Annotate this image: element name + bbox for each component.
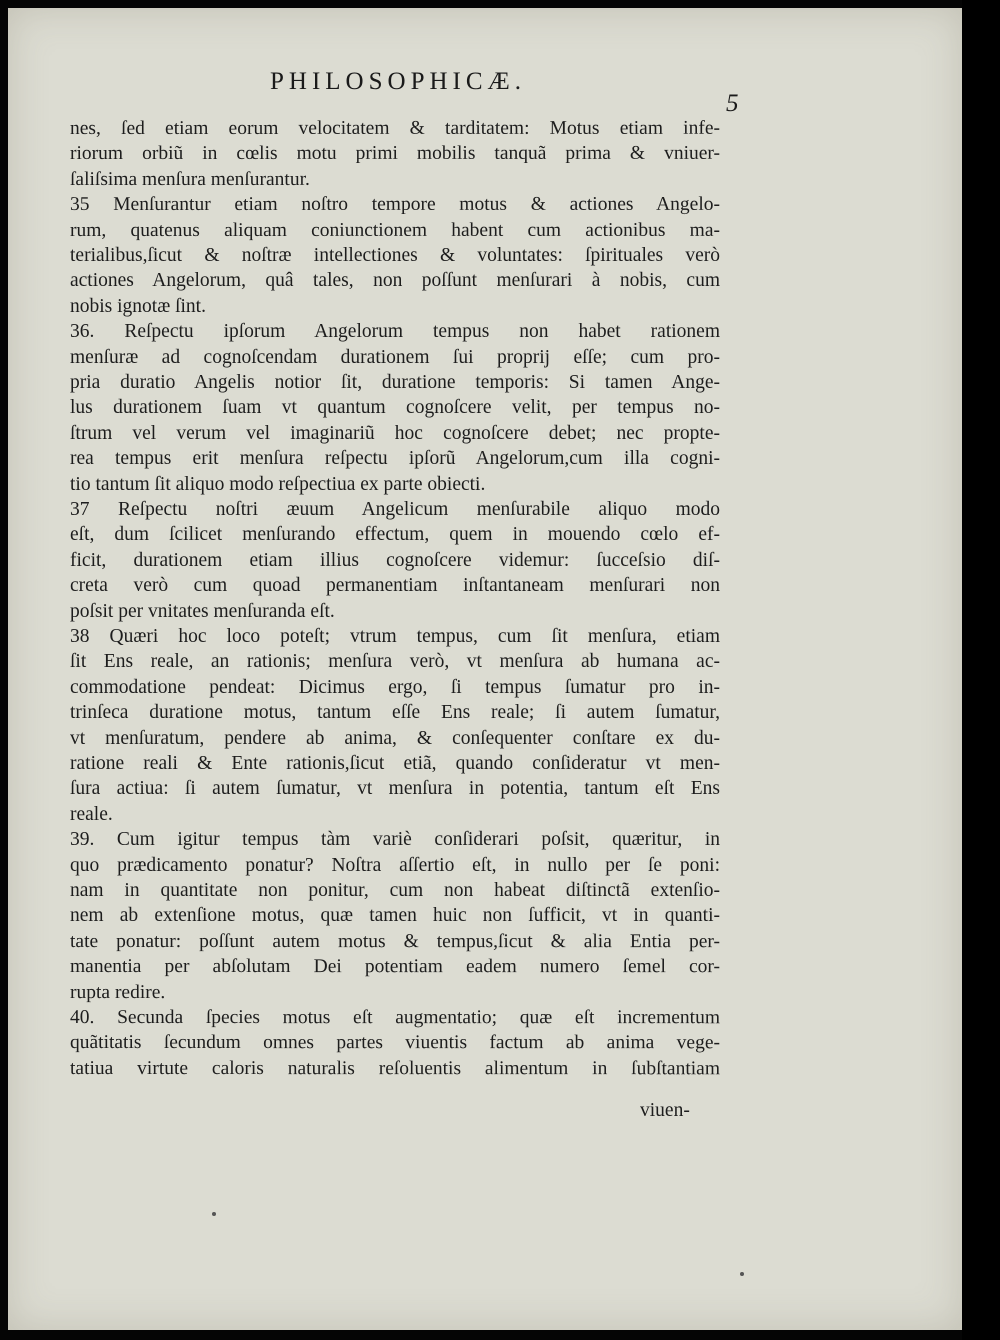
text-line: commodatione pendeat: Dicimus ergo, ſi tempus ſumatur pro in- — [69, 676, 721, 698]
text-line: ratione reali & Ente rationis,ſicut etiã, quando conſideratur vt men- — [69, 753, 721, 775]
text-line: eſt, dum ſcilicet menſurando effectum, quem in mouendo cœlo ef- — [69, 524, 721, 546]
text-line: 36. Reſpectu ipſorum Angelorum tempus non habet rationem — [69, 321, 721, 343]
book-page — [8, 8, 962, 1330]
text-line: reale. — [69, 803, 113, 825]
text-line: 37 Reſpectu noſtri æuum Angelicum menſurabile aliquo modo — [69, 498, 721, 520]
ink-speck — [212, 1212, 216, 1216]
text-line: manentia per abſolutam Dei potentiam eadem numero ſemel cor- — [69, 956, 721, 978]
text-line: pria duratio Angelis notior ſit, duratione temporis: Si tamen Ange- — [69, 371, 721, 393]
text-line: nam in quantitate non ponitur, cum non habeat diſtinctã extenſio- — [69, 880, 721, 902]
page-number: 5 — [726, 90, 739, 117]
scan-border — [962, 0, 1000, 1340]
text-line: tatiua virtute caloris naturalis reſoluentis alimentum in ſubſtantiam — [69, 1057, 721, 1080]
text-line: ficit, durationem etiam illius cognoſcere videmur: ſucceſsio diſ- — [69, 549, 721, 571]
text-line: 40. Secunda ſpecies motus eſt augmentatio; quæ eſt incrementum — [69, 1007, 721, 1029]
ink-speck — [740, 1272, 744, 1276]
text-line: 38 Quæri hoc loco poteſt; vtrum tempus, cum ſit menſura, etiam — [69, 626, 721, 648]
text-line: quo prædicamento ponatur? Noſtra aſſertio eſt, in nullo per ſe poni: — [69, 854, 721, 876]
text-line: ſtrum vel verum vel imaginariũ hoc cognoſcere debet; nec propte- — [69, 422, 721, 444]
text-line: ſura actiua: ſi autem ſumatur, vt menſura in potentia, tantum eſt Ens — [69, 778, 721, 800]
text-line: tio tantum ſit aliquo modo reſpectiua ex parte obiecti. — [69, 473, 486, 495]
text-line: nem ab extenſione motus, quæ tamen huic non ſufficit, vt in quanti- — [69, 905, 721, 927]
text-line: quãtitatis ſecundum omnes partes viuentis factum ab anima vege- — [69, 1032, 721, 1054]
text-line: terialibus,ſicut & noſtræ intellectiones & voluntates: ſpirituales verò — [69, 244, 721, 266]
text-line: rea tempus erit menſura reſpectu ipſorũ Angelorum,cum illa cogni- — [69, 448, 721, 470]
text-line: rum, quatenus aliquam coniunctionem habent cum actionibus ma- — [69, 219, 721, 241]
text-line: menſuræ ad cognoſcendam durationem ſui proprij eſſe; cum pro- — [69, 346, 721, 368]
text-line: poſsit per vnitates menſuranda eſt. — [69, 600, 335, 622]
text-line: trinſeca duratione motus, tantum eſſe Ens reale; ſi autem ſumatur, — [69, 702, 721, 724]
text-line: lus durationem ſuam vt quantum cognoſcere velit, per tempus no- — [69, 397, 721, 419]
text-line: tate ponatur: poſſunt autem motus & tempus,ſicut & alia Entia per- — [69, 930, 721, 952]
running-head: PHILOSOPHICÆ. — [270, 68, 527, 95]
text-line: riorum orbiũ in cœlis motu primi mobilis tanquã prima & vniuer- — [69, 143, 721, 165]
text-line: 39. Cum igitur tempus tàm variè conſiderari poſsit, quæritur, in — [69, 829, 721, 851]
text-line: ſaliſsima menſura menſurantur. — [69, 168, 310, 190]
text-line: creta verò cum quoad permanentiam inſtantaneam menſurari non — [70, 575, 720, 597]
text-line: actiones Angelorum, quâ tales, non poſſunt menſurari à nobis, cum — [69, 270, 721, 292]
catchword: viuen- — [640, 1100, 690, 1121]
text-line: ſit Ens reale, an rationis; menſura verò, vt menſura ab humana ac- — [69, 651, 721, 673]
text-line: rupta redire. — [69, 981, 166, 1003]
text-line: nes, ſed etiam eorum velocitatem & tarditatem: Motus etiam infe- — [69, 117, 721, 139]
text-line: nobis ignotæ ſint. — [69, 295, 206, 317]
text-line: vt menſuratum, pendere ab anima, & conſequenter conſtare ex du- — [69, 727, 721, 749]
text-line: 35 Menſurantur etiam noſtro tempore motus & actiones Angelo- — [69, 194, 721, 216]
